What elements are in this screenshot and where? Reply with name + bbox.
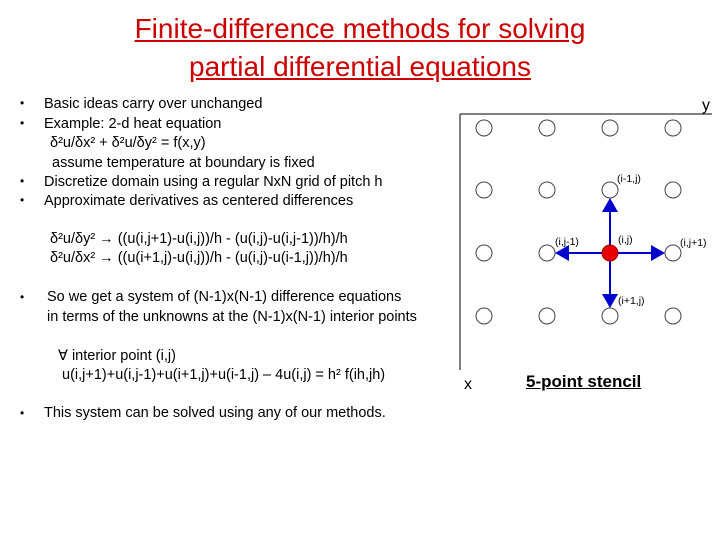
bullet-discretize: Discretize domain using a regular NxN grid of pitch h	[44, 174, 383, 190]
bullet-marker: •	[20, 406, 25, 420]
bullet-marker: •	[20, 174, 25, 188]
bullet-basic-ideas: Basic ideas carry over unchanged	[44, 96, 263, 112]
bullet-system-line1: So we get a system of (N-1)x(N-1) difference equations	[47, 289, 402, 305]
node-label-top: (i-1,j)	[617, 173, 641, 185]
grid-node	[476, 245, 492, 261]
grid-node	[539, 308, 555, 324]
boundary-note: assume temperature at boundary is fixed	[52, 155, 315, 171]
title-line-1: Finite-difference methods for solving	[134, 13, 586, 44]
grid-node	[665, 245, 681, 261]
forall-line: ∀ interior point (i,j)	[58, 348, 176, 364]
bullet-example: Example: 2-d heat equation	[44, 116, 222, 132]
grid-node	[539, 120, 555, 136]
node-label-center: (i,j)	[618, 234, 633, 246]
derivative-y: δ²u/δy² → ((u(i,j+1)-u(i,j))/h - (u(i,j)-u(i,j-1))/h)/h	[50, 231, 348, 247]
node-label-right: (i,j+1)	[680, 237, 707, 249]
grid-node	[476, 120, 492, 136]
bullet-marker: •	[20, 116, 25, 130]
grid-node	[665, 182, 681, 198]
stencil-caption: 5-point stencil	[526, 372, 642, 391]
bullet-marker: •	[20, 193, 25, 207]
grid-node	[602, 308, 618, 324]
grid-node	[602, 120, 618, 136]
stencil-equation: u(i,j+1)+u(i,j-1)+u(i+1,j)+u(i-1,j) – 4u(i,j) = h² f(ih,jh)	[62, 367, 386, 383]
title-line-2: partial differential equations	[189, 51, 531, 82]
grid-node	[476, 308, 492, 324]
grid-node	[539, 182, 555, 198]
grid-node	[602, 182, 618, 198]
axis-label-y: y	[702, 97, 710, 114]
bullet-marker: •	[20, 96, 25, 110]
bullet-system-line2: in terms of the unknowns at the (N-1)x(N-1) interior points	[47, 309, 417, 325]
axis-label-x: x	[464, 376, 472, 393]
center-node	[602, 245, 618, 261]
grid-node	[665, 308, 681, 324]
bullet-marker: •	[20, 290, 25, 304]
node-label-left: (i,j-1)	[555, 236, 579, 248]
grid-node	[476, 182, 492, 198]
grid-node	[539, 245, 555, 261]
grid-node	[665, 120, 681, 136]
heat-equation: δ²u/δx² + δ²u/δy² = f(x,y)	[50, 135, 206, 151]
bullet-solve: This system can be solved using any of our methods.	[44, 405, 386, 421]
derivative-x: δ²u/δx² → ((u(i+1,j)-u(i,j))/h - (u(i,j)-u(i-1,j))/h)/h	[50, 250, 348, 266]
bullet-approximate: Approximate derivatives as centered differences	[44, 193, 354, 209]
node-label-bottom: (i+1,j)	[618, 295, 645, 307]
